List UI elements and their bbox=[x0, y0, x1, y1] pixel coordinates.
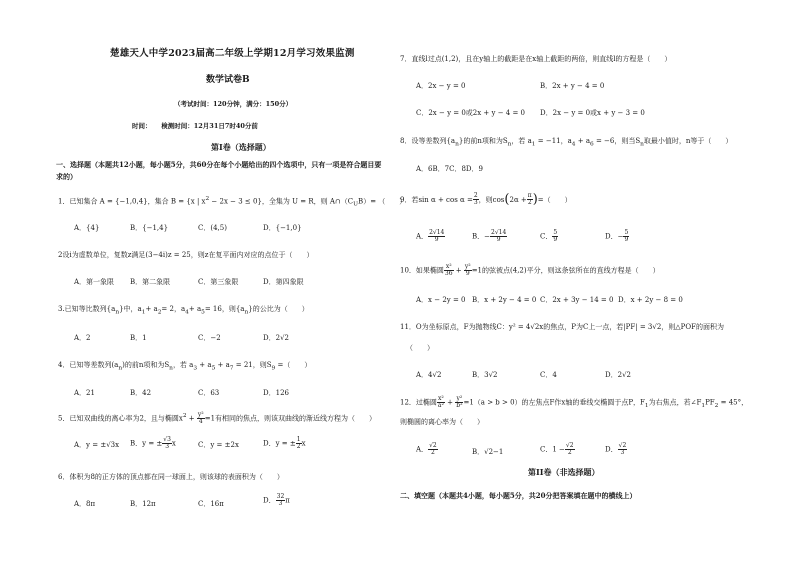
q2-option-b[interactable]: B．第二象限 bbox=[130, 278, 171, 286]
q9-option-d[interactable]: D．− $\frac{5}{9}$ bbox=[605, 229, 629, 243]
question-11-paren: （ ） bbox=[406, 344, 434, 352]
section-1-instructions-cont: 求的） bbox=[56, 172, 77, 181]
question-7: 7．直线l过点(1,2)，且在y轴上的截距是在x轴上截距的两倍，则直线l的方程是（ ） bbox=[400, 55, 672, 63]
q2-option-d[interactable]: D．第四象限 bbox=[263, 278, 304, 286]
q9-option-b[interactable]: B．− $\frac{2√14}{9}$ bbox=[472, 229, 507, 243]
q3-option-b[interactable]: B．1 bbox=[130, 334, 147, 342]
q11-option-a[interactable]: A．4√2 bbox=[416, 371, 442, 379]
q3-option-a[interactable]: A．2 bbox=[74, 334, 91, 342]
q5-option-a[interactable]: A．y = ±√3x bbox=[74, 441, 120, 449]
q10-option-a[interactable]: A．x − 2y = 0 bbox=[416, 296, 466, 304]
question-12: 12．过椭圆 $\frac{\text{x²}}{\text{a²}}$ + $\frac{\text{y²}}{\text{b²}}$ =1（a > b > 0）的左焦点F作x轴的垂线交椭圆于点P，$F_1$为右焦点，若$\angle F_1PF_2 = 45^\circ$， bbox=[400, 395, 749, 409]
q5-option-b[interactable]: B．y = ± $\frac{√3}{3}$ x bbox=[130, 436, 176, 450]
question-4: 4．已知等差数列$(a_n)$的前n项和为$S_n$，若 $a_3 + a_5 + a_7 = 21$，则$S_9$ =（ ） bbox=[58, 361, 312, 372]
exam-time: 时间： 検测时间：12月31日7时40分前 bbox=[132, 122, 258, 130]
fill-in-heading: 二、填空题（本题共4小题，每小题5分，共20分把答案填在题中的横线上） bbox=[400, 491, 637, 500]
question-11: 11．O为坐标原点，F为抛物线C：y² = 4√2x的焦点，P为C上一点，若|PF| = 3√2，则△POF的面积为 bbox=[400, 323, 724, 331]
q5-option-c[interactable]: C．y = ±2x bbox=[198, 441, 239, 449]
q9-option-c[interactable]: C． $\frac{5}{9}$ bbox=[540, 229, 558, 243]
q1-option-a[interactable]: A．{4} bbox=[74, 224, 100, 232]
section-2-heading: 第II卷（非选择题） bbox=[528, 467, 600, 477]
question-1: 1．已知集合 A = {−1,0,4}，集合 B = {x | $x^2 - 2x - 3 \le 0$}，全集为 U = R，则 $A\cap(C_UB)=$ （ ） bbox=[58, 196, 407, 208]
q10-option-c[interactable]: C．2x + 3y − 14 = 0 bbox=[540, 296, 614, 304]
exam-info: （考试时间：120分钟，满分：150分） bbox=[174, 100, 293, 108]
q1-option-c[interactable]: C．(4,5) bbox=[198, 224, 227, 232]
q12-option-b[interactable]: B．√2−1 bbox=[472, 448, 504, 456]
question-8: 8．设等差数列$\{a_n\}$的前n项和为$S_n$，若 $a_1 = -11$，$a_4 + a_6 = -6$，则当$S_n$取最小值时，n等于（ ） bbox=[400, 137, 733, 148]
q12-option-a[interactable]: A． $\frac{√2}{2}$ bbox=[416, 442, 437, 456]
q4-option-a[interactable]: A．21 bbox=[74, 389, 95, 397]
q6-option-d[interactable]: D． $\frac{32}{3}$ π bbox=[263, 493, 290, 507]
q1-option-b[interactable]: B．{−1,4} bbox=[130, 224, 169, 232]
q11-option-c[interactable]: C．4 bbox=[540, 371, 557, 379]
question-9: 9．若sin α + cos α = $\frac{2}{3}$ ，则cos(2α + $\frac{\pi}{2}$ )=（ ） bbox=[400, 192, 572, 207]
section-1-instructions: 一、选择题（本题共12小题，每小题5分，共60分在每个小题给出的四个选项中，只有一项是符合题目要 bbox=[56, 160, 382, 169]
q2-option-c[interactable]: C．第三象限 bbox=[198, 278, 239, 286]
question-6: 6．体积为8的正方体的顶点都在同一球面上，则该球的表面积为（ ） bbox=[58, 473, 284, 481]
q6-option-a[interactable]: A．8π bbox=[74, 500, 96, 508]
question-5: 5．已知双曲线的离心率为2，且与椭圆$x^2$ + $\frac{\text{y²}}{4}$ =1有相同的焦点，则该双曲线的渐近线方程为（ ） bbox=[58, 411, 377, 425]
q3-option-d[interactable]: D．2√2 bbox=[263, 334, 289, 342]
q10-option-b[interactable]: B．x + 2y − 4 = 0 bbox=[472, 296, 537, 304]
q7-option-b[interactable]: B．2x + y − 4 = 0 bbox=[540, 82, 605, 90]
exam-subtitle: 数学试卷B bbox=[206, 75, 250, 85]
q3-option-c[interactable]: C．−2 bbox=[198, 334, 221, 342]
q2-option-a[interactable]: A．第一象限 bbox=[74, 278, 115, 286]
q8-options[interactable]: A．6B．7C．8D．9 bbox=[416, 165, 483, 173]
q12-option-c[interactable]: C．1 − $\frac{√2}{2}$ bbox=[540, 442, 574, 456]
exam-title: 楚雄天人中学2023届高二年级上学期12月学习效果监测 bbox=[110, 48, 355, 59]
q7-option-c[interactable]: C．2x − y = 0或2x + y − 4 = 0 bbox=[416, 109, 526, 117]
q1-option-d[interactable]: D．{−1,0} bbox=[263, 224, 302, 232]
section-1-heading: 第Ⅰ卷（选择题） bbox=[211, 142, 271, 152]
q5-option-d[interactable]: D．y = ± $\frac{1}{2}$ x bbox=[263, 436, 306, 450]
q12-option-d[interactable]: D． $\frac{√2}{3}$ bbox=[605, 442, 627, 456]
q11-option-d[interactable]: D．2√2 bbox=[605, 371, 631, 379]
q4-option-b[interactable]: B．42 bbox=[130, 389, 152, 397]
question-10: 10．如果椭圆 $\frac{\text{x²}}{36}$ + $\frac{\text{y²}}{9}$ =1的弦被点(4,2)平分，则这条弦所在的直线方程是（ ） bbox=[400, 263, 660, 277]
q4-option-d[interactable]: D．126 bbox=[263, 389, 289, 397]
question-2: 2设i为虚数单位，复数z满足(3−4i)z = 25，则z在复平面内对应的点位于（ ） bbox=[58, 251, 314, 259]
q4-option-c[interactable]: C．63 bbox=[198, 389, 220, 397]
q10-option-d[interactable]: D．x + 2y − 8 = 0 bbox=[618, 296, 683, 304]
q7-option-a[interactable]: A．2x − y = 0 bbox=[416, 82, 466, 90]
q11-option-b[interactable]: B．3√2 bbox=[472, 371, 498, 379]
question-12-cont: 则椭圆的离心率为（ ） bbox=[400, 418, 484, 426]
q7-option-d[interactable]: D．2x − y = 0或x + y − 3 = 0 bbox=[540, 109, 645, 117]
question-3: 3.已知等比数列$\{a_n\}$中，$a_1+ a_2= 2$，$a_4+ a_5= 16$，则$\{a_n\}$的公比为（ ） bbox=[58, 305, 309, 316]
q9-option-a[interactable]: A． $\frac{2√14}{9}$ bbox=[416, 229, 445, 243]
q6-option-b[interactable]: B．12π bbox=[130, 500, 156, 508]
q6-option-c[interactable]: C．16π bbox=[198, 500, 224, 508]
